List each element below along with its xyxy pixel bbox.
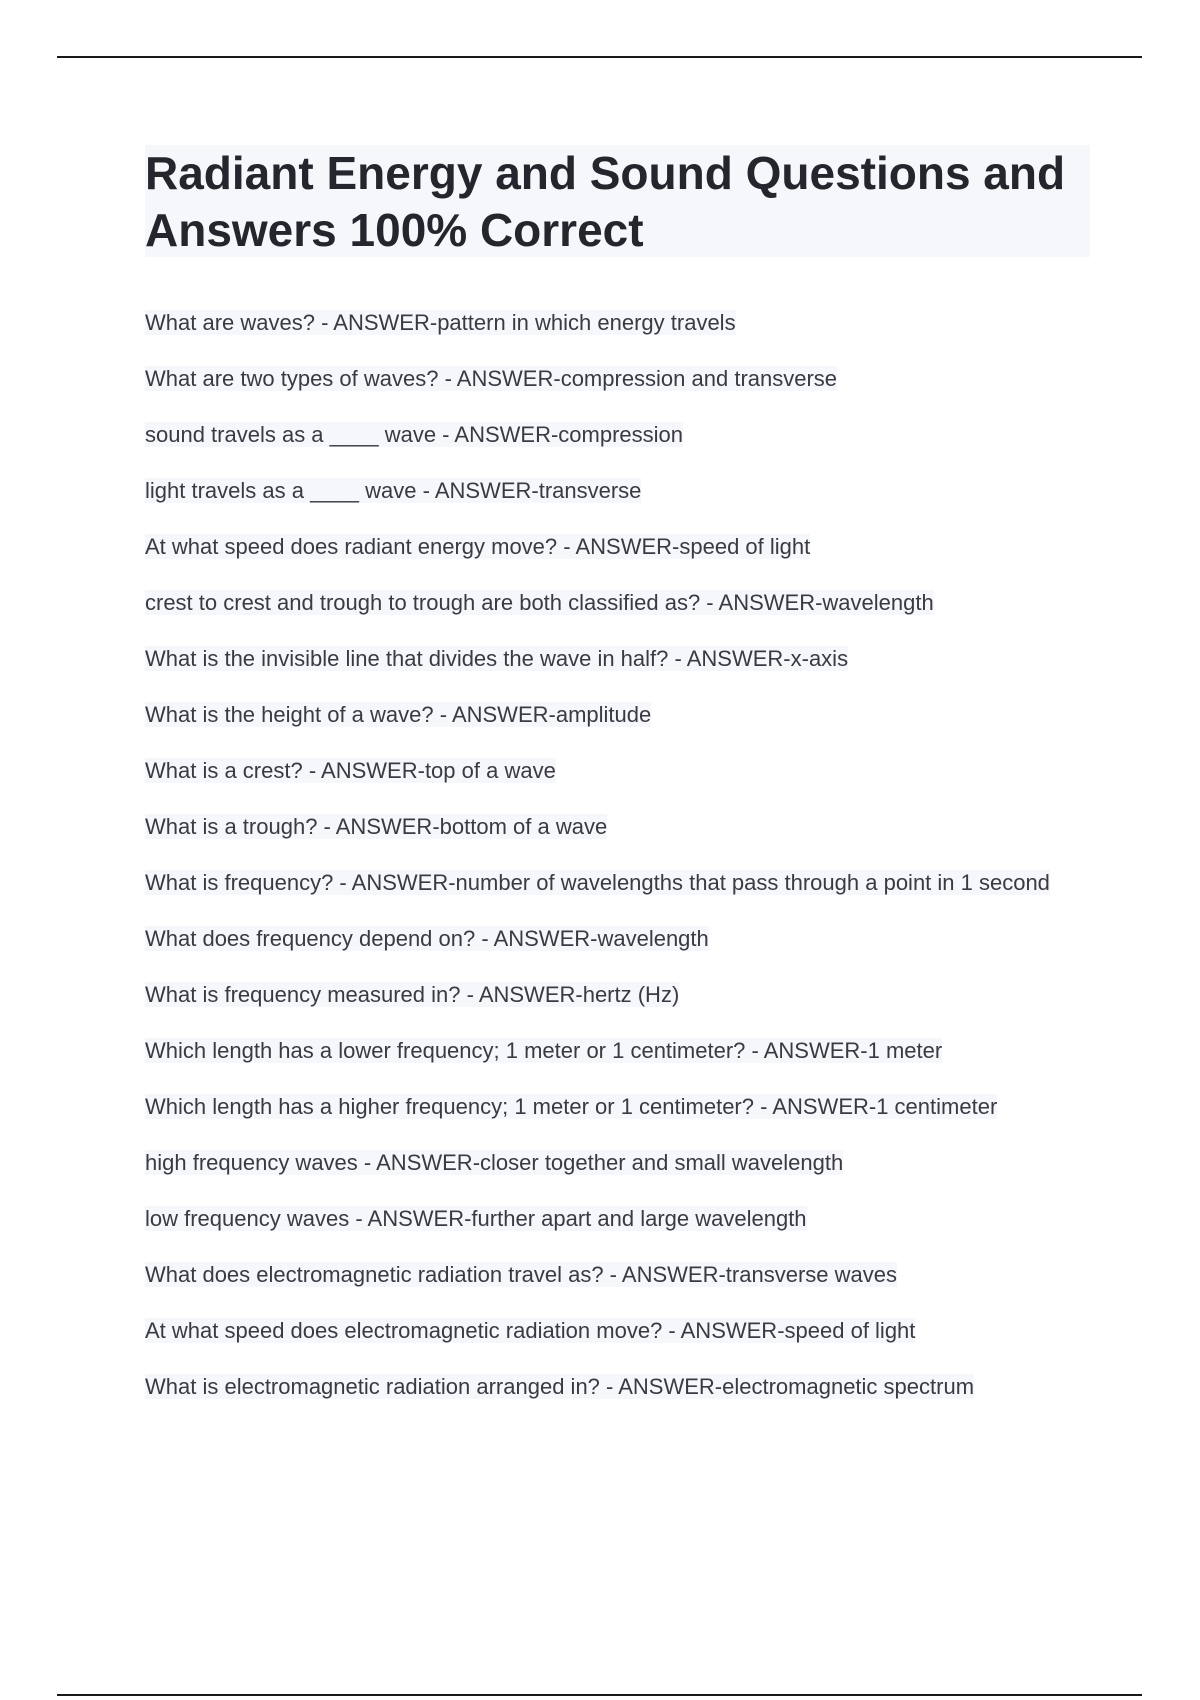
- qa-text: low frequency waves - ANSWER-further apart and large wavelength: [145, 1206, 807, 1231]
- qa-text: crest to crest and trough to trough are both classified as? - ANSWER-wavelength: [145, 590, 934, 615]
- qa-text: What are waves? - ANSWER-pattern in which energy travels: [145, 310, 736, 335]
- qa-text: What is frequency measured in? - ANSWER-hertz (Hz): [145, 982, 680, 1007]
- document-content: [145, 145, 1090, 1399]
- qa-item: [145, 982, 1090, 1008]
- qa-item: [145, 1206, 1090, 1232]
- qa-item: [145, 422, 1090, 448]
- qa-item: [145, 1094, 1090, 1120]
- bottom-rule: [57, 1694, 1142, 1696]
- title-block: [145, 145, 1090, 257]
- qa-text: What is a trough? - ANSWER-bottom of a wave: [145, 814, 608, 839]
- qa-text: At what speed does radiant energy move? - ANSWER-speed of light: [145, 534, 811, 559]
- qa-text: sound travels as a ____ wave - ANSWER-compression: [145, 422, 684, 447]
- qa-text: high frequency waves - ANSWER-closer together and small wavelength: [145, 1150, 844, 1175]
- qa-item: [145, 534, 1090, 560]
- qa-item: [145, 758, 1090, 784]
- qa-text: Which length has a higher frequency; 1 meter or 1 centimeter? - ANSWER-1 centimeter: [145, 1094, 998, 1119]
- page-title: Radiant Energy and Sound Questions and Answers 100% Correct: [145, 147, 1066, 256]
- qa-list: [145, 310, 1090, 1430]
- qa-text: What is the height of a wave? - ANSWER-amplitude: [145, 702, 652, 727]
- qa-item: [145, 1038, 1090, 1064]
- qa-item: [145, 478, 1090, 504]
- qa-text: What does electromagnetic radiation travel as? - ANSWER-transverse waves: [145, 1262, 897, 1287]
- qa-item: [145, 1150, 1090, 1176]
- qa-item: [145, 814, 1090, 840]
- qa-text: What is a crest? - ANSWER-top of a wave: [145, 758, 556, 783]
- qa-text: What is electromagnetic radiation arranged in? - ANSWER-electromagnetic spectrum: [145, 1374, 975, 1399]
- qa-item: [145, 1262, 1090, 1288]
- qa-text: What does frequency depend on? - ANSWER-wavelength: [145, 926, 709, 951]
- qa-text: What is frequency? - ANSWER-number of wavelengths that pass through a point in 1 second: [145, 870, 1050, 895]
- qa-item: [145, 926, 1090, 952]
- qa-text: Which length has a lower frequency; 1 meter or 1 centimeter? - ANSWER-1 meter: [145, 1038, 943, 1063]
- qa-item: [145, 1318, 1090, 1344]
- top-rule: [57, 56, 1142, 58]
- qa-text: What is the invisible line that divides the wave in half? - ANSWER-x-axis: [145, 646, 849, 671]
- qa-item: [145, 646, 1090, 672]
- qa-item: [145, 310, 1090, 336]
- qa-item: [145, 870, 1090, 896]
- qa-item: [145, 366, 1090, 392]
- qa-item: [145, 1374, 1090, 1400]
- qa-text: What are two types of waves? - ANSWER-compression and transverse: [145, 366, 838, 391]
- qa-item: [145, 590, 1090, 616]
- qa-text: At what speed does electromagnetic radiation move? - ANSWER-speed of light: [145, 1318, 916, 1343]
- qa-item: [145, 702, 1090, 728]
- qa-text: light travels as a ____ wave - ANSWER-transverse: [145, 478, 642, 503]
